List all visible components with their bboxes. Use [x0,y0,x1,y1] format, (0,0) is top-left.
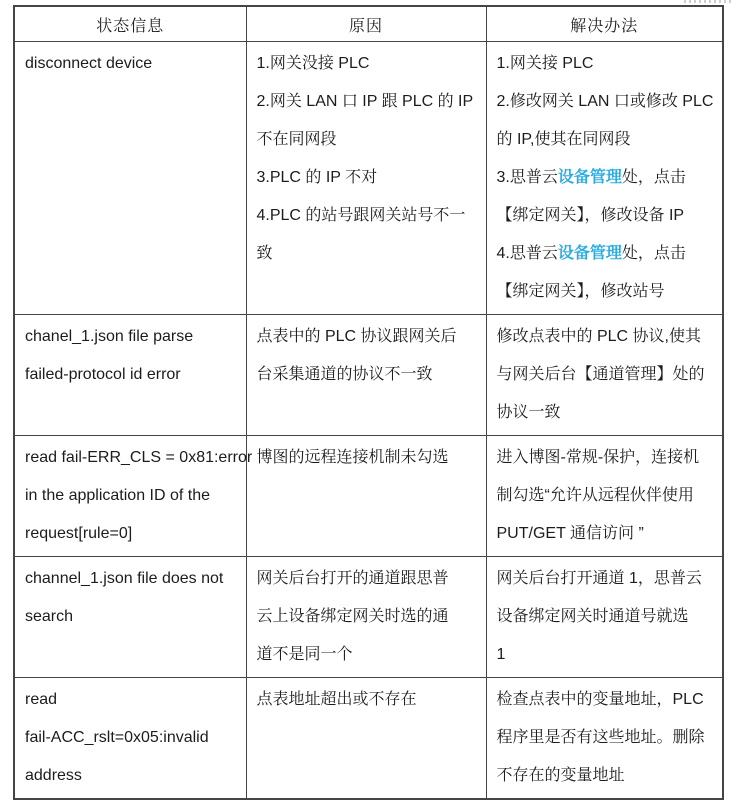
text-line [257,197,476,235]
text-line [257,235,476,273]
text-line [497,515,713,553]
cell-status [14,557,246,678]
text-line [25,477,236,515]
table-header [14,6,723,42]
table-body [14,42,723,800]
text-line [257,598,476,636]
table-row [14,436,723,557]
text-segment: address [25,767,82,784]
text-segment: 博图的远程连接机制未勾选 [256,449,449,466]
clipped-text-artifact [684,0,732,3]
text-segment: in the application ID of the [25,487,211,504]
text-segment: 点表地址超出或不存在 [256,691,417,708]
text-line [25,757,236,795]
text-segment: PUT/GET 通信访问 ” [496,525,644,542]
text-segment: 与网关后台【通道管理】处的 [496,366,705,383]
text-segment: 检查点表中的变量地址，PLC [496,691,704,708]
text-segment: 1 [496,646,506,663]
text-line [25,719,236,757]
text-segment: read fail-ERR_CLS = 0x81:error [25,449,253,466]
table-row [14,678,723,800]
text-segment: 台采集通道的协议不一致 [256,366,433,383]
text-line [25,318,236,356]
text-segment: 不在同网段 [256,131,337,148]
cell-cause [246,42,486,315]
text-line [497,235,713,273]
text-segment: 的 IP,使其在同网段 [496,131,631,148]
text-segment: chanel_1.json file parse [25,328,194,345]
text-segment: 制勾选“允许从远程伙伴使用 [496,487,694,504]
text-line [497,83,713,121]
text-segment: 处，点击 [621,169,686,186]
text-line [497,681,713,719]
text-line [497,439,713,477]
text-segment: request[rule=0] [25,525,133,542]
text-segment: search [25,608,74,625]
text-segment: 道不是同一个 [256,646,353,663]
text-line [257,439,476,477]
text-segment: fail-ACC_rslt=0x05:invalid [25,729,209,746]
text-line [257,560,476,598]
cell-solution [486,436,723,557]
text-line [257,681,476,719]
text-line [497,121,713,159]
text-line [257,83,476,121]
text-line [497,757,713,795]
column-header-solution: 解决办法 [486,6,723,42]
cell-cause [246,315,486,436]
text-line [497,560,713,598]
text-line [497,197,713,235]
text-segment: 1.网关接 PLC [496,55,594,72]
text-line [497,45,713,83]
troubleshooting-table [13,5,724,800]
text-segment: channel_1.json file does not [25,570,224,587]
text-line [497,356,713,394]
text-line [497,159,713,197]
text-line [497,318,713,356]
text-segment: 设备绑定网关时通道号就选 [496,608,689,625]
text-segment: 网关后台打开的通道跟思普 [256,570,449,587]
text-segment: 云上设备绑定网关时选的通 [256,608,449,625]
troubleshooting-table-wrap [13,5,724,800]
cell-solution [486,678,723,800]
text-segment: 3.PLC 的 IP 不对 [256,169,378,186]
text-line [497,273,713,311]
text-segment: 【绑定网关】，修改站号 [496,283,665,300]
cell-solution [486,315,723,436]
text-line [25,560,236,598]
column-header-status: 状态信息 [14,6,246,42]
table-row [14,42,723,315]
text-segment: 4.PLC 的站号跟网关站号不一 [256,207,466,224]
cell-cause [246,678,486,800]
text-line [25,356,236,394]
text-segment: 进入博图-常规-保护，连接机 [496,449,700,466]
text-line [25,598,236,636]
table-row [14,315,723,436]
text-line [497,719,713,757]
text-line [257,636,476,674]
text-line [497,394,713,432]
text-segment: 点表中的 PLC 协议跟网关后 [256,328,457,345]
text-segment: failed-protocol id error [25,366,181,383]
text-line [25,439,253,477]
text-segment: 4.思普云 [496,245,558,262]
cell-solution [486,557,723,678]
text-segment: read [25,691,58,708]
text-line [25,45,236,83]
text-segment: 修改点表中的 PLC 协议,使其 [496,328,701,345]
text-line [257,318,476,356]
column-header-cause: 原因 [246,6,486,42]
text-segment: 1.网关没接 PLC [256,55,370,72]
text-segment: 【绑定网关】，修改设备 IP [496,207,685,224]
text-segment: 3.思普云 [496,169,558,186]
table-row [14,557,723,678]
highlighted-term: 设备管理 [557,169,622,186]
text-line [497,636,713,674]
text-line [497,477,713,515]
text-segment: 网关后台打开通道 1，思普云 [496,570,702,587]
cell-cause [246,436,486,557]
text-line [497,598,713,636]
text-segment: 处，点击 [621,245,686,262]
text-line [25,681,236,719]
text-line [257,159,476,197]
table-header-row [14,6,723,42]
text-segment: disconnect device [25,55,153,72]
text-segment: 不存在的变量地址 [496,767,625,784]
text-line [257,356,476,394]
cell-status [14,42,246,315]
text-segment: 协议一致 [496,404,561,421]
text-line [257,121,476,159]
cell-solution [486,42,723,315]
text-line [25,515,236,553]
highlighted-term: 设备管理 [557,245,622,262]
cell-cause [246,557,486,678]
text-segment: 2.网关 LAN 口 IP 跟 PLC 的 IP [256,93,474,110]
text-segment: 致 [256,245,273,262]
text-segment: 2.修改网关 LAN 口或修改 PLC [496,93,714,110]
text-line [257,45,476,83]
text-segment: 程序里是否有这些地址。删除 [496,729,705,746]
cell-status [14,315,246,436]
cell-status [14,678,246,800]
cell-status [14,436,253,557]
